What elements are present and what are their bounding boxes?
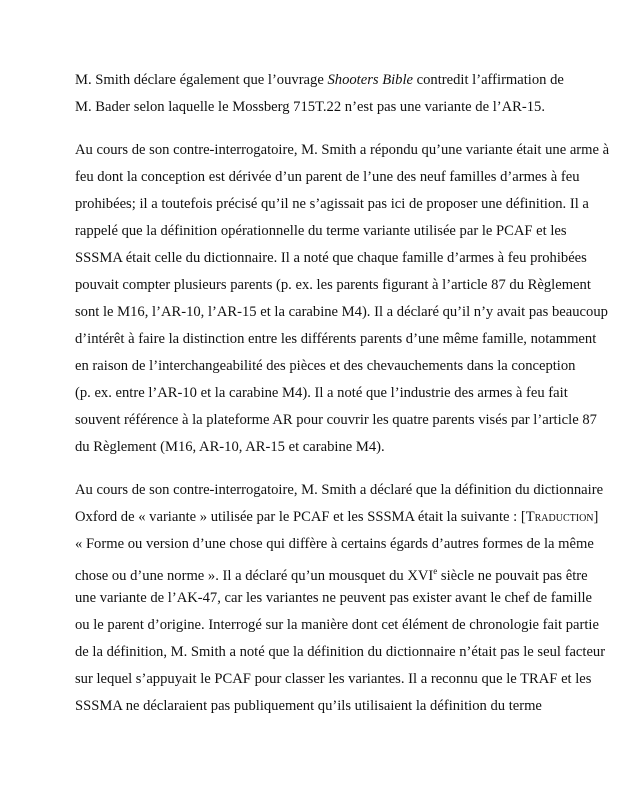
text-run: siècle ne pouvait pas être (437, 567, 588, 584)
text-run: Oxford de « variante » utilisée par le PCAF et les SSSMA était la suivante : [ (75, 509, 526, 525)
text-run: ] (593, 509, 599, 525)
text-line: une variante de l’AK-47, car les variantes ne peuvent pas exister avant le chef de famille (75, 590, 593, 606)
text-line (75, 508, 598, 526)
text-line: d’intérêt à faire la distinction entre les différents parents d’une même famille, notamment (75, 331, 597, 347)
text-line: (p. ex. entre l’AR-10 et la carabine M4). Il a noté que l’industrie des armes à feu fait (75, 385, 568, 401)
text-line: SSSMA était celle du dictionnaire. Il a noté que chaque famille d’armes à feu prohibées (75, 250, 587, 266)
text-line: ou le parent d’origine. Interrogé sur la manière dont cet élément de chronologie fait partie (75, 617, 599, 633)
text-line: M. Bader selon laquelle le Mossberg 715T.22 n’est pas une variante de l’AR-15. (75, 99, 545, 115)
text-line: sur lequel s’appuyait le PCAF pour classer les variantes. Il a reconnu que le TRAF et les (75, 671, 592, 687)
text-run: contredit l’affirmation de (413, 72, 564, 88)
text-line: sont le M16, l’AR-10, l’AR-15 et la carabine M4). Il a déclaré qu’il n’y avait pas beaucoup (75, 304, 608, 320)
text-line: pouvait compter plusieurs parents (p. ex. les parents figurant à l’article 87 du Règlement (75, 277, 591, 293)
text-line: de la définition, M. Smith a noté que la définition du dictionnaire n’était pas le seul facteur (75, 644, 606, 660)
text-line: Au cours de son contre-interrogatoire, M. Smith a déclaré que la définition du dictionnaire (75, 482, 604, 498)
text-run: M. Smith déclare également que l’ouvrage (75, 72, 328, 88)
book-title: Shooters Bible (327, 72, 413, 88)
text-line: prohibées; il a toutefois précisé qu’il ne s’agissait pas ici de proposer une définition. Il a (75, 196, 589, 212)
text-line: feu dont la conception est dérivée d’un parent de l’une des neuf familles d’armes à feu (75, 169, 580, 185)
text-line: « Forme ou version d’une chose qui diffère à certains égards d’autres formes de la même (75, 536, 594, 552)
text-line: en raison de l’interchangeabilité des pièces et des chevauchements dans la conception (75, 358, 576, 374)
text-line: SSSMA ne déclaraient pas publiquement qu’ils utilisaient la définition du terme (75, 698, 542, 714)
text-line (75, 562, 588, 585)
text-line: rappelé que la définition opérationnelle du terme variante utilisée par le PCAF et les (75, 223, 567, 239)
superscript: e (433, 566, 438, 576)
text-line: Au cours de son contre-interrogatoire, M. Smith a répondu qu’une variante était une arme à (75, 142, 610, 158)
text-line: souvent référence à la plateforme AR pour couvrir les quatre parents visés par l’article 87 (75, 412, 597, 428)
translation-marker: Traduction (525, 509, 594, 525)
text-run: chose ou d’une norme ». Il a déclaré qu’un mousquet du XVI (75, 567, 434, 584)
text-line: du Règlement (M16, AR-10, AR-15 et carabine M4). (75, 439, 385, 455)
text-line (75, 71, 564, 89)
